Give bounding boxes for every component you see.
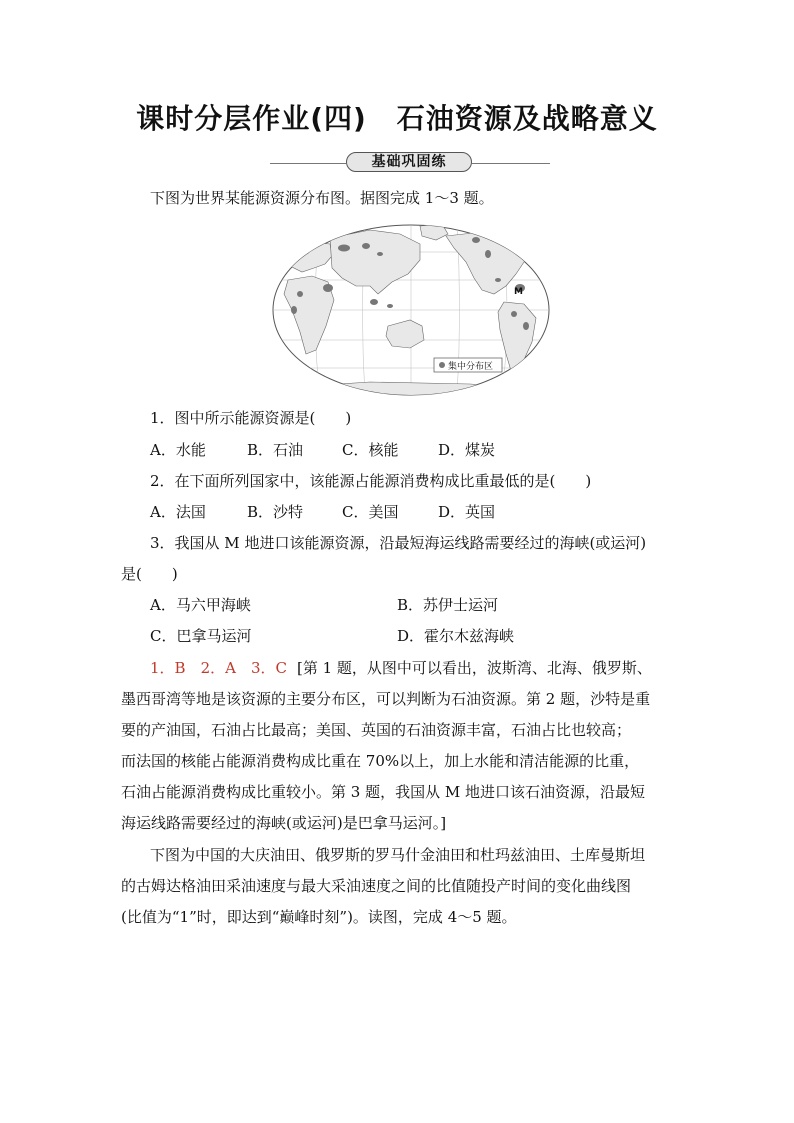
q2-option-b: B．沙特 bbox=[247, 503, 304, 521]
intro-text-1: 下图为世界某能源资源分布图。据图完成 1～3 题。 bbox=[150, 189, 494, 207]
answer-line-2: 墨西哥湾等地是该资源的主要分布区，可以判断为石油资源。第 2 题，沙特是重 bbox=[121, 690, 651, 708]
q1-option-d: D．煤炭 bbox=[438, 441, 496, 459]
legend-swatch bbox=[439, 362, 445, 368]
answer-line-6: 海运线路需要经过的海峡(或运河)是巴拿马运河。] bbox=[121, 814, 447, 832]
map-point-m: M bbox=[514, 287, 523, 297]
answer-line-1 bbox=[150, 658, 652, 678]
banner-rule-left bbox=[270, 163, 346, 164]
q3-option-b: B．苏伊士运河 bbox=[397, 596, 499, 614]
section-banner bbox=[270, 152, 550, 174]
q3-option-a: A．马六甲海峡 bbox=[150, 596, 251, 614]
section-banner-label: 基础巩固练 bbox=[346, 152, 472, 172]
q1-option-b: B．石油 bbox=[247, 441, 304, 459]
legend-label: 集中分布区 bbox=[448, 362, 494, 372]
q3-option-c: C．巴拿马运河 bbox=[150, 627, 252, 645]
map-legend bbox=[434, 358, 502, 372]
answer-explanation-1: [第 1 题，从图中可以看出，波斯湾、北海、俄罗斯、 bbox=[296, 659, 652, 677]
answer-line-5: 石油占能源消费构成比重较小。第 3 题，我国从 M 地进口该石油资源，沿最短 bbox=[121, 783, 645, 801]
answer-line-4: 而法国的核能占能源消费构成比重在 70%以上，加上水能和清洁能源的比重， bbox=[121, 752, 640, 770]
intro-text-2-line2: 的古姆达格油田采油速度与最大采油速度之间的比值随投产时间的变化曲线图 bbox=[121, 877, 632, 895]
q2-option-d: D．英国 bbox=[438, 503, 496, 521]
intro-text-2-line1: 下图为中国的大庆油田、俄罗斯的罗马什金油田和杜玛兹油田、土库曼斯坦 bbox=[150, 846, 646, 864]
q1-option-a: A．水能 bbox=[150, 441, 206, 459]
answer-line-3: 要的产油国，石油占比最高；美国、英国的石油资源丰富，石油占比也较高； bbox=[121, 721, 632, 739]
title-main: 课时分层作业(四) bbox=[136, 102, 367, 135]
world-energy-map bbox=[270, 222, 552, 398]
q2-option-a: A．法国 bbox=[150, 503, 206, 521]
q2-stem: 2．在下面所列国家中，该能源占能源消费构成比重最低的是( ) bbox=[150, 472, 592, 490]
q3-stem-line2: 是( ) bbox=[121, 565, 178, 583]
page-title bbox=[0, 97, 794, 137]
q1-stem: 1．图中所示能源资源是( ) bbox=[150, 409, 352, 427]
q2-option-c: C．美国 bbox=[342, 503, 399, 521]
answer-keys: 1．B 2．A 3．C bbox=[150, 659, 287, 677]
q3-stem-line1: 3．我国从 M 地进口该能源资源，沿最短海运线路需要经过的海峡(或运河) bbox=[150, 534, 647, 552]
q1-option-c: C．核能 bbox=[342, 441, 399, 459]
intro-text-2-line3: (比值为“1”时，即达到“巅峰时刻”)。读图，完成 4～5 题。 bbox=[121, 908, 517, 926]
banner-rule-right bbox=[472, 163, 550, 164]
q3-option-d: D．霍尔木兹海峡 bbox=[397, 627, 515, 645]
title-sub: 石油资源及战略意义 bbox=[396, 102, 658, 135]
